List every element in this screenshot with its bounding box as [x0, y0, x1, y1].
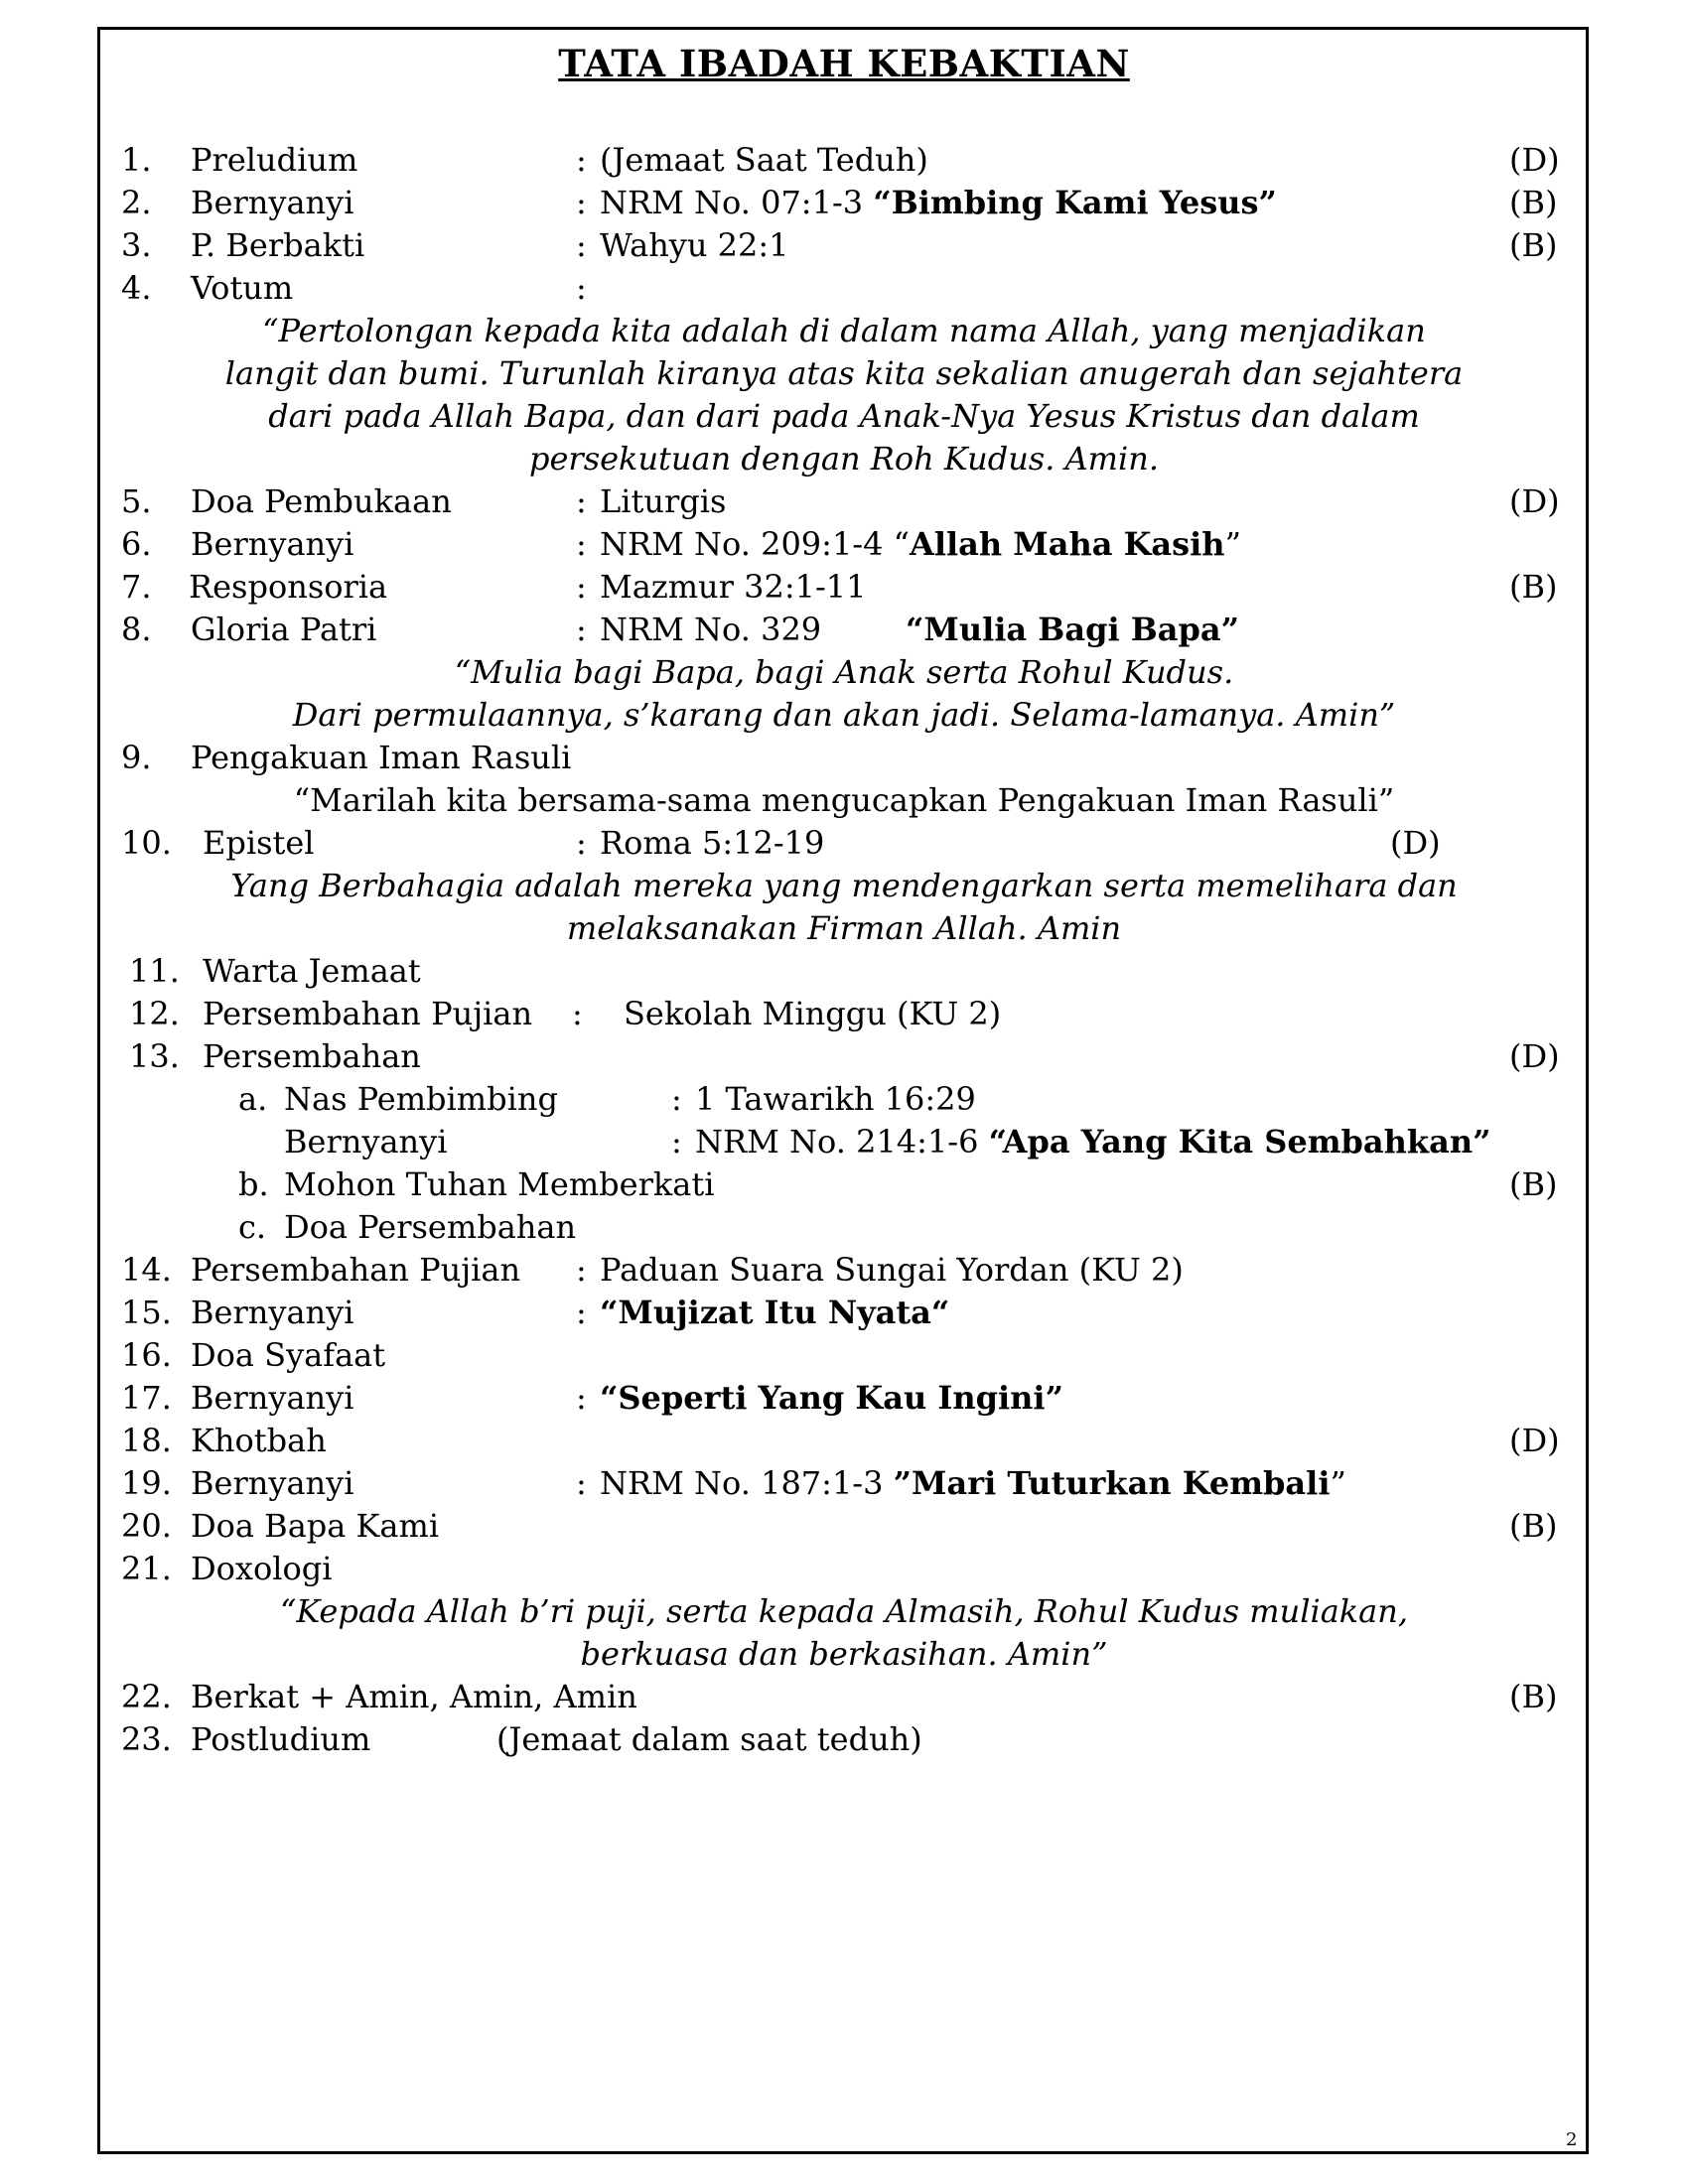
item-code: (B)	[1509, 184, 1558, 221]
item-number: 9.	[121, 739, 152, 776]
item-label: Postludium	[191, 1720, 371, 1758]
item-colon: :	[576, 184, 587, 221]
page-number: 2	[1566, 2129, 1578, 2150]
item-label: Persembahan Pujian	[191, 1251, 521, 1289]
gloria-text: Dari permulaannya, s’karang dan akan jadi. Selama-lamanya. Amin”	[292, 696, 1396, 734]
item-value: NRM No. 214:1-6	[695, 1123, 989, 1160]
item-colon: :	[576, 568, 587, 606]
item-label: Preludium	[191, 141, 358, 179]
item-label: Bernyanyi	[191, 1464, 354, 1502]
item-code: (B)	[1509, 568, 1558, 606]
item-label: Bernyanyi	[191, 184, 354, 221]
item-colon: :	[576, 482, 587, 520]
item-colon: :	[671, 1080, 682, 1118]
item-value: NRM No. 187:1-3	[600, 1464, 894, 1502]
item-number: 22.	[121, 1678, 172, 1715]
item-label: Doxologi	[191, 1550, 333, 1587]
item-value: NRM No. 07:1-3	[600, 184, 874, 221]
item-value: Sekolah Minggu (KU 2)	[624, 995, 1002, 1032]
item-code: (B)	[1509, 226, 1558, 264]
item-number: 6.	[121, 525, 152, 563]
item-colon: :	[671, 1123, 682, 1160]
item-number: 23.	[121, 1720, 172, 1758]
item-label: Bernyanyi	[191, 1294, 354, 1331]
item-number: 1.	[121, 141, 152, 179]
item-code: (D)	[1509, 141, 1560, 179]
item-label: Doa Bapa Kami	[191, 1507, 440, 1545]
item-label: Warta Jemaat	[203, 952, 421, 990]
item-value: 1 Tawarikh 16:29	[695, 1080, 976, 1118]
votum-text: dari pada Allah Bapa, dan dari pada Anak-Nya Yesus Kristus dan dalam	[268, 397, 1420, 435]
item-value: Paduan Suara Sungai Yordan (KU 2)	[600, 1251, 1184, 1289]
epistel-text: Yang Berbahagia adalah mereka yang mendengarkan serta memelihara dan	[230, 867, 1458, 904]
item-label: Gloria Patri	[191, 611, 377, 648]
song-title: “Apa Yang Kita Sembahkan”	[988, 1123, 1491, 1160]
song-title: “Mujizat Itu Nyata“	[600, 1294, 950, 1331]
item-value: NRM No. 209:1-4 “	[600, 525, 910, 563]
item-label: Doa Syafaat	[191, 1336, 386, 1374]
item-number: 14.	[121, 1251, 172, 1289]
item-colon: :	[576, 1464, 587, 1502]
song-title: “Bimbing Kami Yesus”	[873, 184, 1277, 221]
item-label: Bernyanyi	[191, 1379, 354, 1417]
epistel-text: melaksanakan Firman Allah. Amin	[566, 909, 1122, 947]
item-number: 12.	[129, 995, 180, 1032]
item-colon: :	[576, 1379, 587, 1417]
song-title: Allah Maha Kasih	[910, 525, 1225, 563]
item-code: (B)	[1509, 1678, 1558, 1715]
item-label: Mohon Tuhan Memberkati	[284, 1165, 715, 1203]
item-value: (Jemaat dalam saat teduh)	[496, 1720, 922, 1758]
votum-text: persekutuan dengan Roh Kudus. Amin.	[528, 440, 1160, 478]
item-label: P. Berbakti	[191, 226, 365, 264]
item-code: (B)	[1509, 1165, 1558, 1203]
item-number: 7.	[121, 568, 152, 606]
item-label: Pengakuan Iman Rasuli	[191, 739, 572, 776]
item-colon: :	[576, 1294, 587, 1331]
item-label: Persembahan Pujian	[203, 995, 533, 1032]
item-value: (Jemaat Saat Teduh)	[600, 141, 928, 179]
item-colon: :	[576, 269, 587, 307]
item-number: 10.	[121, 824, 172, 862]
item-number: 20.	[121, 1507, 172, 1545]
item-number: 11.	[129, 952, 180, 990]
item-number: 13.	[129, 1037, 180, 1075]
song-title: “Seperti Yang Kau Ingini”	[600, 1379, 1063, 1417]
subitem-letter: a.	[238, 1080, 268, 1118]
item-number: 21.	[121, 1550, 172, 1587]
item-label: Bernyanyi	[191, 525, 354, 563]
item-number: 15.	[121, 1294, 172, 1331]
votum-text: “Pertolongan kepada kita adalah di dalam nama Allah, yang menjadikan	[262, 312, 1426, 349]
item-number: 4.	[121, 269, 152, 307]
item-label: Nas Pembimbing	[284, 1080, 558, 1118]
doxologi-text: “Kepada Allah b’ri puji, serta kepada Almasih, Rohul Kudus muliakan,	[279, 1592, 1409, 1630]
closing-quote: ”	[1224, 525, 1241, 563]
item-colon: :	[576, 611, 587, 648]
song-title: ”Mari Tuturkan Kembali	[893, 1464, 1331, 1502]
gloria-text: “Mulia bagi Bapa, bagi Anak serta Rohul Kudus.	[454, 653, 1234, 691]
song-title: “Mulia Bagi Bapa”	[906, 611, 1240, 648]
item-label: Berkat + Amin, Amin, Amin	[191, 1678, 637, 1715]
item-number: 3.	[121, 226, 152, 264]
item-number: 16.	[121, 1336, 172, 1374]
item-code: (D)	[1509, 482, 1560, 520]
item-value: Mazmur 32:1-11	[600, 568, 867, 606]
item-number: 17.	[121, 1379, 172, 1417]
item-colon: :	[576, 1251, 587, 1289]
item-value: Wahyu 22:1	[600, 226, 789, 264]
votum-text: langit dan bumi. Turunlah kiranya atas kita sekalian anugerah dan sejahtera	[224, 354, 1464, 392]
item-code: (B)	[1509, 1507, 1558, 1545]
item-number: 8.	[121, 611, 152, 648]
item-label: Epistel	[203, 824, 315, 862]
item-label: Responsoria	[189, 568, 388, 606]
item-colon: :	[576, 141, 587, 179]
item-number: 2.	[121, 184, 152, 221]
item-colon: :	[572, 995, 583, 1032]
item-value: Roma 5:12-19	[600, 824, 825, 862]
item-label: Khotbah	[191, 1422, 327, 1459]
item-colon: :	[576, 525, 587, 563]
item-label: Doa Persembahan	[284, 1208, 577, 1246]
item-label: Persembahan	[203, 1037, 421, 1075]
item-number: 18.	[121, 1422, 172, 1459]
item-code: (D)	[1390, 824, 1441, 862]
document-title: TATA IBADAH KEBAKTIAN	[558, 42, 1130, 85]
item-value: Liturgis	[600, 482, 727, 520]
closing-quote: ”	[1330, 1464, 1346, 1502]
item-label: Bernyanyi	[284, 1123, 448, 1160]
item-number: 5.	[121, 482, 152, 520]
item-code: (D)	[1509, 1037, 1560, 1075]
subitem-letter: b.	[238, 1165, 269, 1203]
pengakuan-text: “Marilah kita bersama-sama mengucapkan Pengakuan Iman Rasuli”	[293, 781, 1395, 819]
item-colon: :	[576, 226, 587, 264]
doxologi-text: berkuasa dan berkasihan. Amin”	[580, 1635, 1108, 1673]
item-label: Votum	[191, 269, 294, 307]
item-code: (D)	[1509, 1422, 1560, 1459]
item-number: 19.	[121, 1464, 172, 1502]
item-colon: :	[576, 824, 587, 862]
item-label: Doa Pembukaan	[191, 482, 452, 520]
item-value: NRM No. 329	[600, 611, 822, 648]
subitem-letter: c.	[238, 1208, 267, 1246]
